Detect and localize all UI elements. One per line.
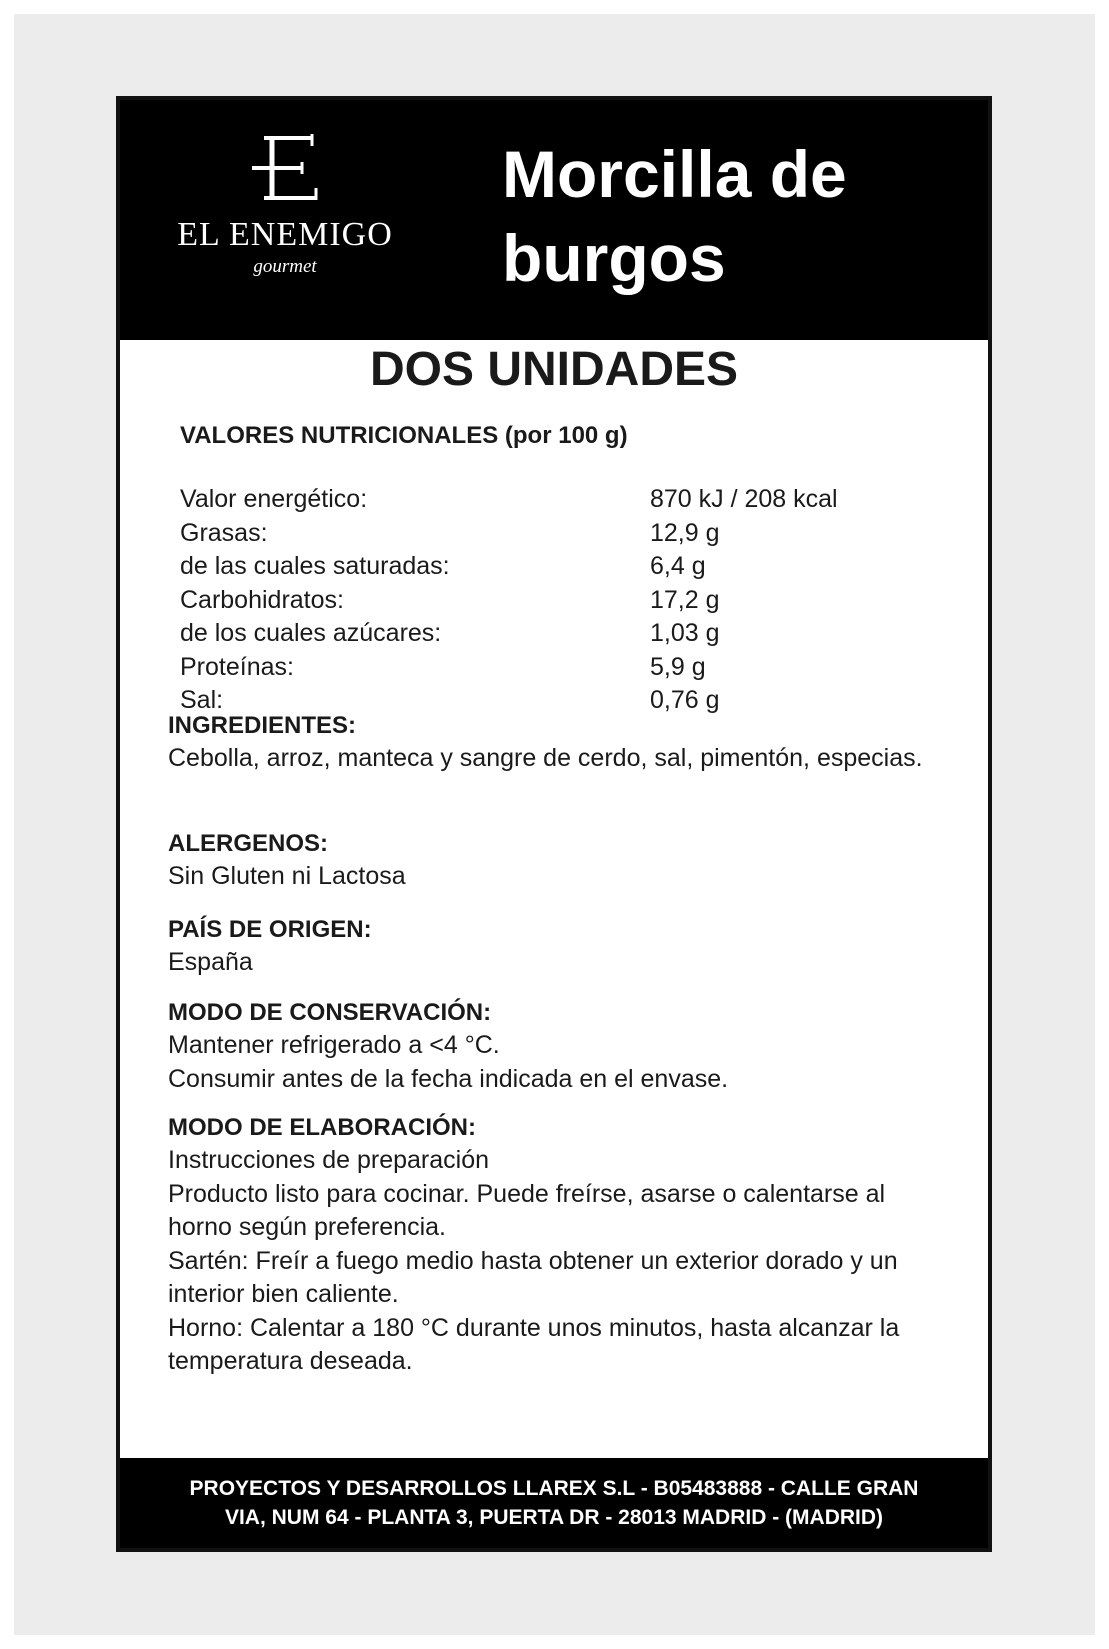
preparation-line: Horno: Calentar a 180 °C durante unos minutos, hasta alcanzar la temperatura deseada. [168, 1313, 900, 1375]
nutrition-table [180, 483, 880, 718]
conservation-section [168, 996, 946, 1096]
nutrition-value: 5,9 g [650, 652, 706, 681]
origin-section [168, 913, 946, 980]
ingredients-title: INGREDIENTES: [168, 712, 357, 739]
nutrition-row-sugars [180, 617, 880, 651]
preparation-section [168, 1111, 946, 1379]
allergens-title: ALERGENOS: [168, 830, 329, 857]
allergens-text: Sin Gluten ni Lactosa [168, 862, 406, 890]
nutrition-label: Valor energético: [180, 485, 368, 513]
nutrition-row-saturated [180, 550, 880, 584]
preparation-line: Sartén: Freír a fuego medio hasta obtener un exterior dorado y un interior bien caliente. [168, 1246, 898, 1308]
nutrition-value: 12,9 g [650, 518, 720, 547]
brand-subtitle: gourmet [253, 256, 317, 277]
conservation-title: MODO DE CONSERVACIÓN: [168, 999, 492, 1026]
nutrition-value: 0,76 g [650, 686, 720, 714]
conservation-text [168, 1029, 946, 1096]
label-header [120, 100, 988, 340]
origin-text: España [168, 948, 253, 976]
preparation-text [168, 1144, 946, 1379]
conservation-line: Mantener refrigerado a <4 °C. [168, 1031, 500, 1059]
allergens-section [168, 827, 946, 894]
nutrition-label: Proteínas: [180, 652, 294, 681]
ingredients-section [168, 709, 946, 776]
nutrition-title: VALORES NUTRICIONALES (por 100 g) [180, 422, 628, 449]
product-title [502, 132, 972, 300]
nutrition-row-energy [180, 483, 880, 517]
nutrition-label: Grasas: [180, 518, 268, 547]
brand-logo [160, 132, 410, 292]
brand-monogram-icon [250, 132, 320, 204]
origin-title: PAÍS DE ORIGEN: [168, 916, 372, 943]
nutrition-label: Sal: [180, 686, 224, 714]
preparation-line: Producto listo para cocinar. Puede freírse, asarse o calentarse al horno según preferencia. [168, 1179, 886, 1241]
nutrition-value: 6,4 g [650, 552, 706, 580]
nutrition-value: 870 kJ / 208 kcal [650, 485, 838, 513]
conservation-line: Consumir antes de la fecha indicada en el envase. [168, 1064, 729, 1093]
brand-name: EL ENEMIGO [177, 216, 393, 253]
nutrition-row-fat [180, 517, 880, 551]
nutrition-label: de los cuales azúcares: [180, 619, 442, 647]
units-heading: DOS UNIDADES [369, 343, 739, 396]
preparation-title: MODO DE ELABORACIÓN: [168, 1114, 476, 1141]
nutrition-value: 17,2 g [650, 585, 720, 614]
company-footer [120, 1458, 988, 1548]
footer-line-1: PROYECTOS Y DESARROLLOS LLAREX S.L - B05483888 - CALLE GRAN [189, 1477, 919, 1500]
product-title-line-1: Morcilla de [502, 137, 847, 211]
nutrition-row-protein [180, 651, 880, 685]
ingredients-text: Cebolla, arroz, manteca y sangre de cerdo, sal, pimentón, especias. [168, 744, 923, 772]
preparation-line: Instrucciones de preparación [168, 1146, 490, 1174]
nutrition-row-carbohydrates [180, 584, 880, 618]
nutrition-value: 1,03 g [650, 619, 720, 647]
product-title-line-2: burgos [502, 221, 726, 295]
nutrition-label: de las cuales saturadas: [180, 552, 450, 580]
footer-line-2: VIA, NUM 64 - PLANTA 3, PUERTA DR - 28013 MADRID - (MADRID) [224, 1506, 884, 1529]
product-label [116, 96, 992, 1552]
nutrition-label: Carbohidratos: [180, 585, 344, 614]
